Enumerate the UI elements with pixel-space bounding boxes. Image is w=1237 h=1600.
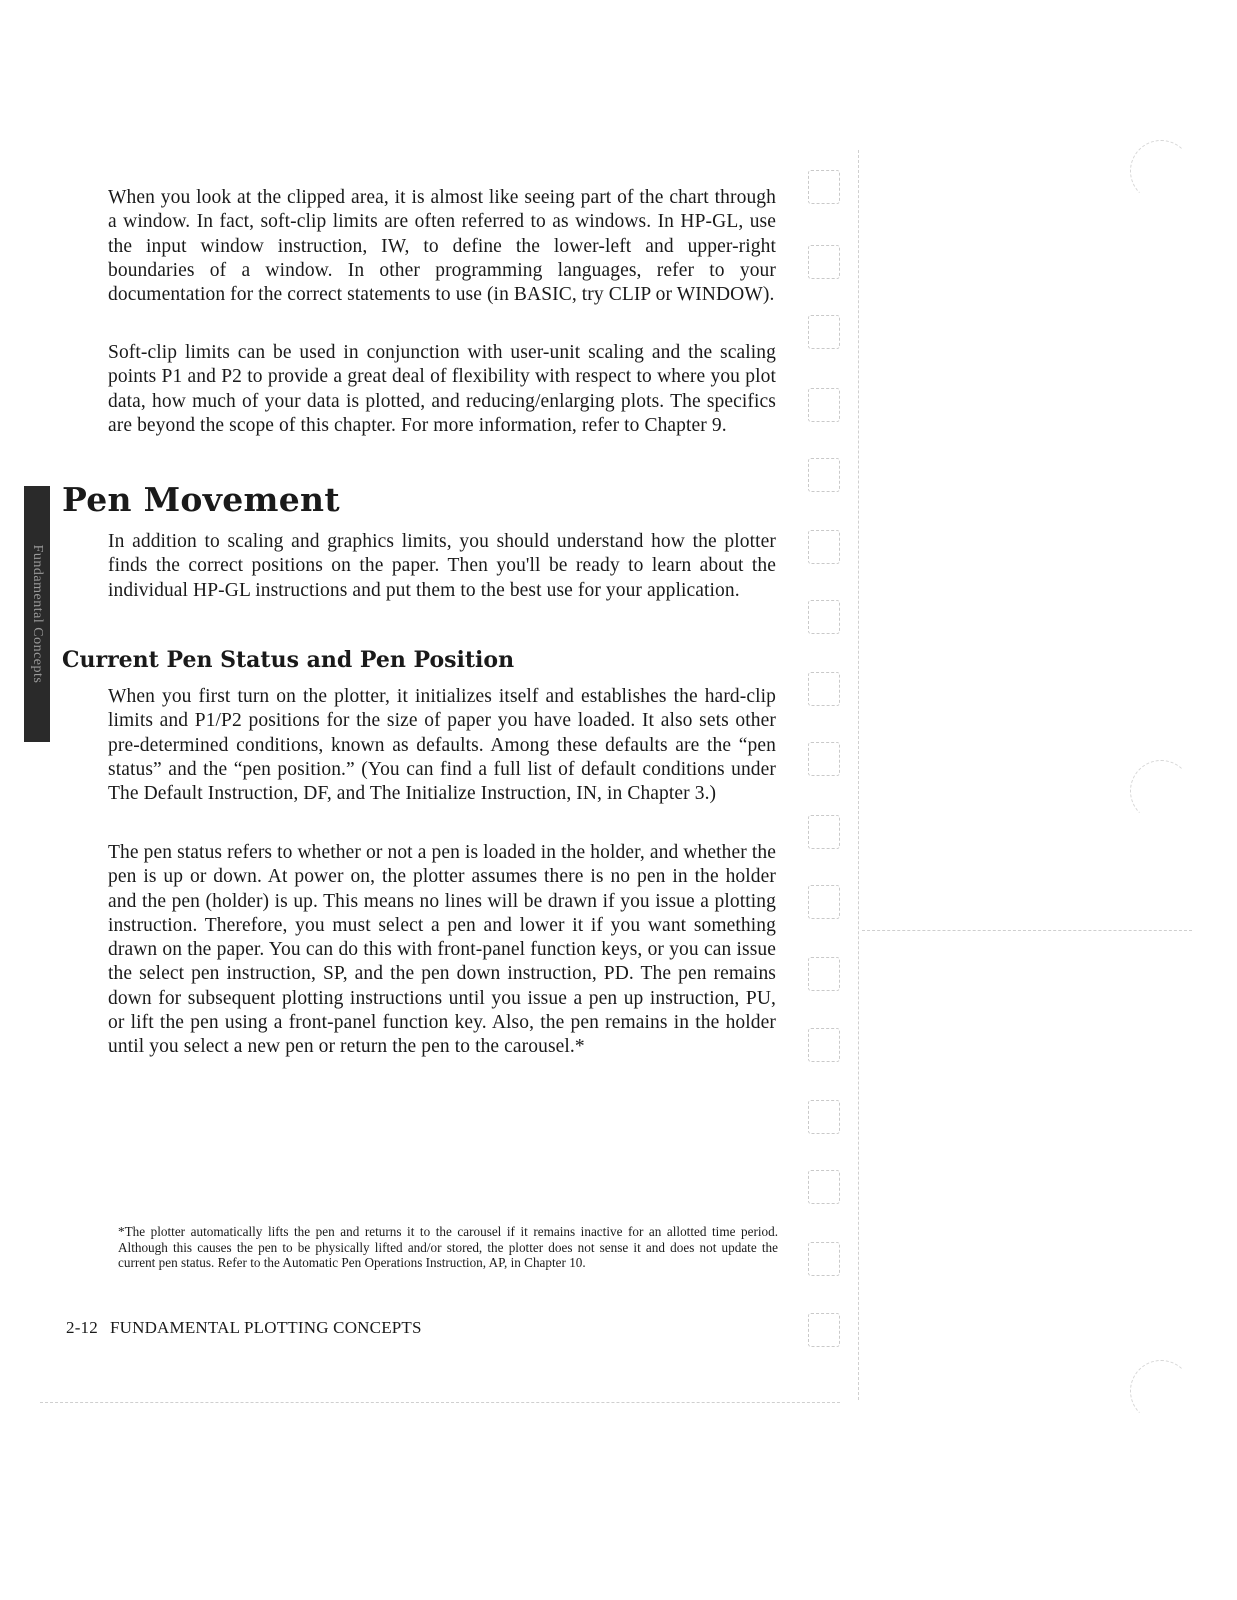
page-number: 2-12 (66, 1318, 98, 1337)
binder-ring-mark (1130, 140, 1192, 202)
section-paragraph: In addition to scaling and graphics limits, you should understand how the plotter finds the correct positions on the paper. Then you'll be ready to learn about the individual HP-GL instructions and put them to the best use for your application. (108, 531, 776, 601)
punch-hole (808, 1242, 840, 1276)
body-paragraph-1: When you look at the clipped area, it is almost like seeing part of the chart through a window. In fact, soft-clip limits are often referred to as windows. In HP-GL, use the input window instruction, IW, to define the lower-left and upper-right boundaries of a window. In other programming languages, refer to your documentation for the correct statements to use (in BASIC, try CLIP or WINDOW). (108, 187, 776, 306)
page-footer (66, 1318, 422, 1338)
section-heading: Pen Movement (62, 480, 340, 519)
scan-bottom-edge (40, 1402, 840, 1403)
punch-hole (808, 458, 840, 492)
punch-hole (808, 672, 840, 706)
punch-hole (808, 1313, 840, 1347)
subsection-heading: Current Pen Status and Pen Position (62, 647, 515, 673)
binder-ring-mark (1130, 1360, 1192, 1422)
punch-hole (808, 957, 840, 991)
punch-hole (808, 1100, 840, 1134)
punch-hole (808, 245, 840, 279)
chapter-title: FUNDAMENTAL PLOTTING CONCEPTS (109, 1318, 422, 1337)
subsection-paragraph-2: The pen status refers to whether or not a pen is loaded in the holder, and whether the pen is up or down. At power on, the plotter assumes there is no pen in the holder and the pen (holder) is up. This means no lines will be drawn if you issue a plotting instruction. Therefore, you must select a pen and lower it if you want something drawn on the paper. You can do this with front-panel function keys, or you can issue the select pen instruction, SP, and the pen down instruction, PD. The pen remains down for subsequent plotting instructions until you issue a pen up instruction, PU, or lift the pen using a front-panel function key. Also, the pen remains in the holder until you select a new pen or return the pen to the carousel.* (108, 842, 776, 1058)
punch-hole (808, 600, 840, 634)
binder-edge-line (858, 150, 859, 1400)
scan-guide-line (862, 930, 1192, 931)
punch-hole (808, 1170, 840, 1204)
punch-hole (808, 1028, 840, 1062)
punch-hole (808, 815, 840, 849)
punch-hole (808, 885, 840, 919)
punch-hole (808, 388, 840, 422)
footnote: *The plotter automatically lifts the pen and returns it to the carousel if it remains inactive for an allotted time period. Although this causes the pen to be physically lifted and/or stored, the plotter does not sense it and does not update the current pen status. Refer to the Automatic Pen Operations Instruction, AP, in Chapter 10. (118, 1224, 778, 1270)
binder-ring-mark (1130, 760, 1192, 822)
body-paragraph-2: Soft-clip limits can be used in conjunction with user-unit scaling and the scaling points P1 and P2 to provide a great deal of flexibility with respect to where you plot data, how much of your data is plotted, and reducing/enlarging plots. The specifics are beyond the scope of this chapter. For more information, refer to Chapter 9. (108, 342, 776, 436)
punch-hole (808, 170, 840, 204)
punch-hole (808, 742, 840, 776)
chapter-side-tab-label: Fundamental Concepts (30, 544, 45, 684)
punch-hole (808, 315, 840, 349)
punch-hole (808, 530, 840, 564)
subsection-paragraph-1: When you first turn on the plotter, it initializes itself and establishes the hard-clip limits and P1/P2 positions for the size of paper you have loaded. It also sets other pre-determined conditions, known as defaults. Among these defaults are the “pen status” and the “pen position.” (You can find a full list of default conditions under The Default Instruction, DF, and The Initialize Instruction, IN, in Chapter 3.) (108, 686, 776, 805)
